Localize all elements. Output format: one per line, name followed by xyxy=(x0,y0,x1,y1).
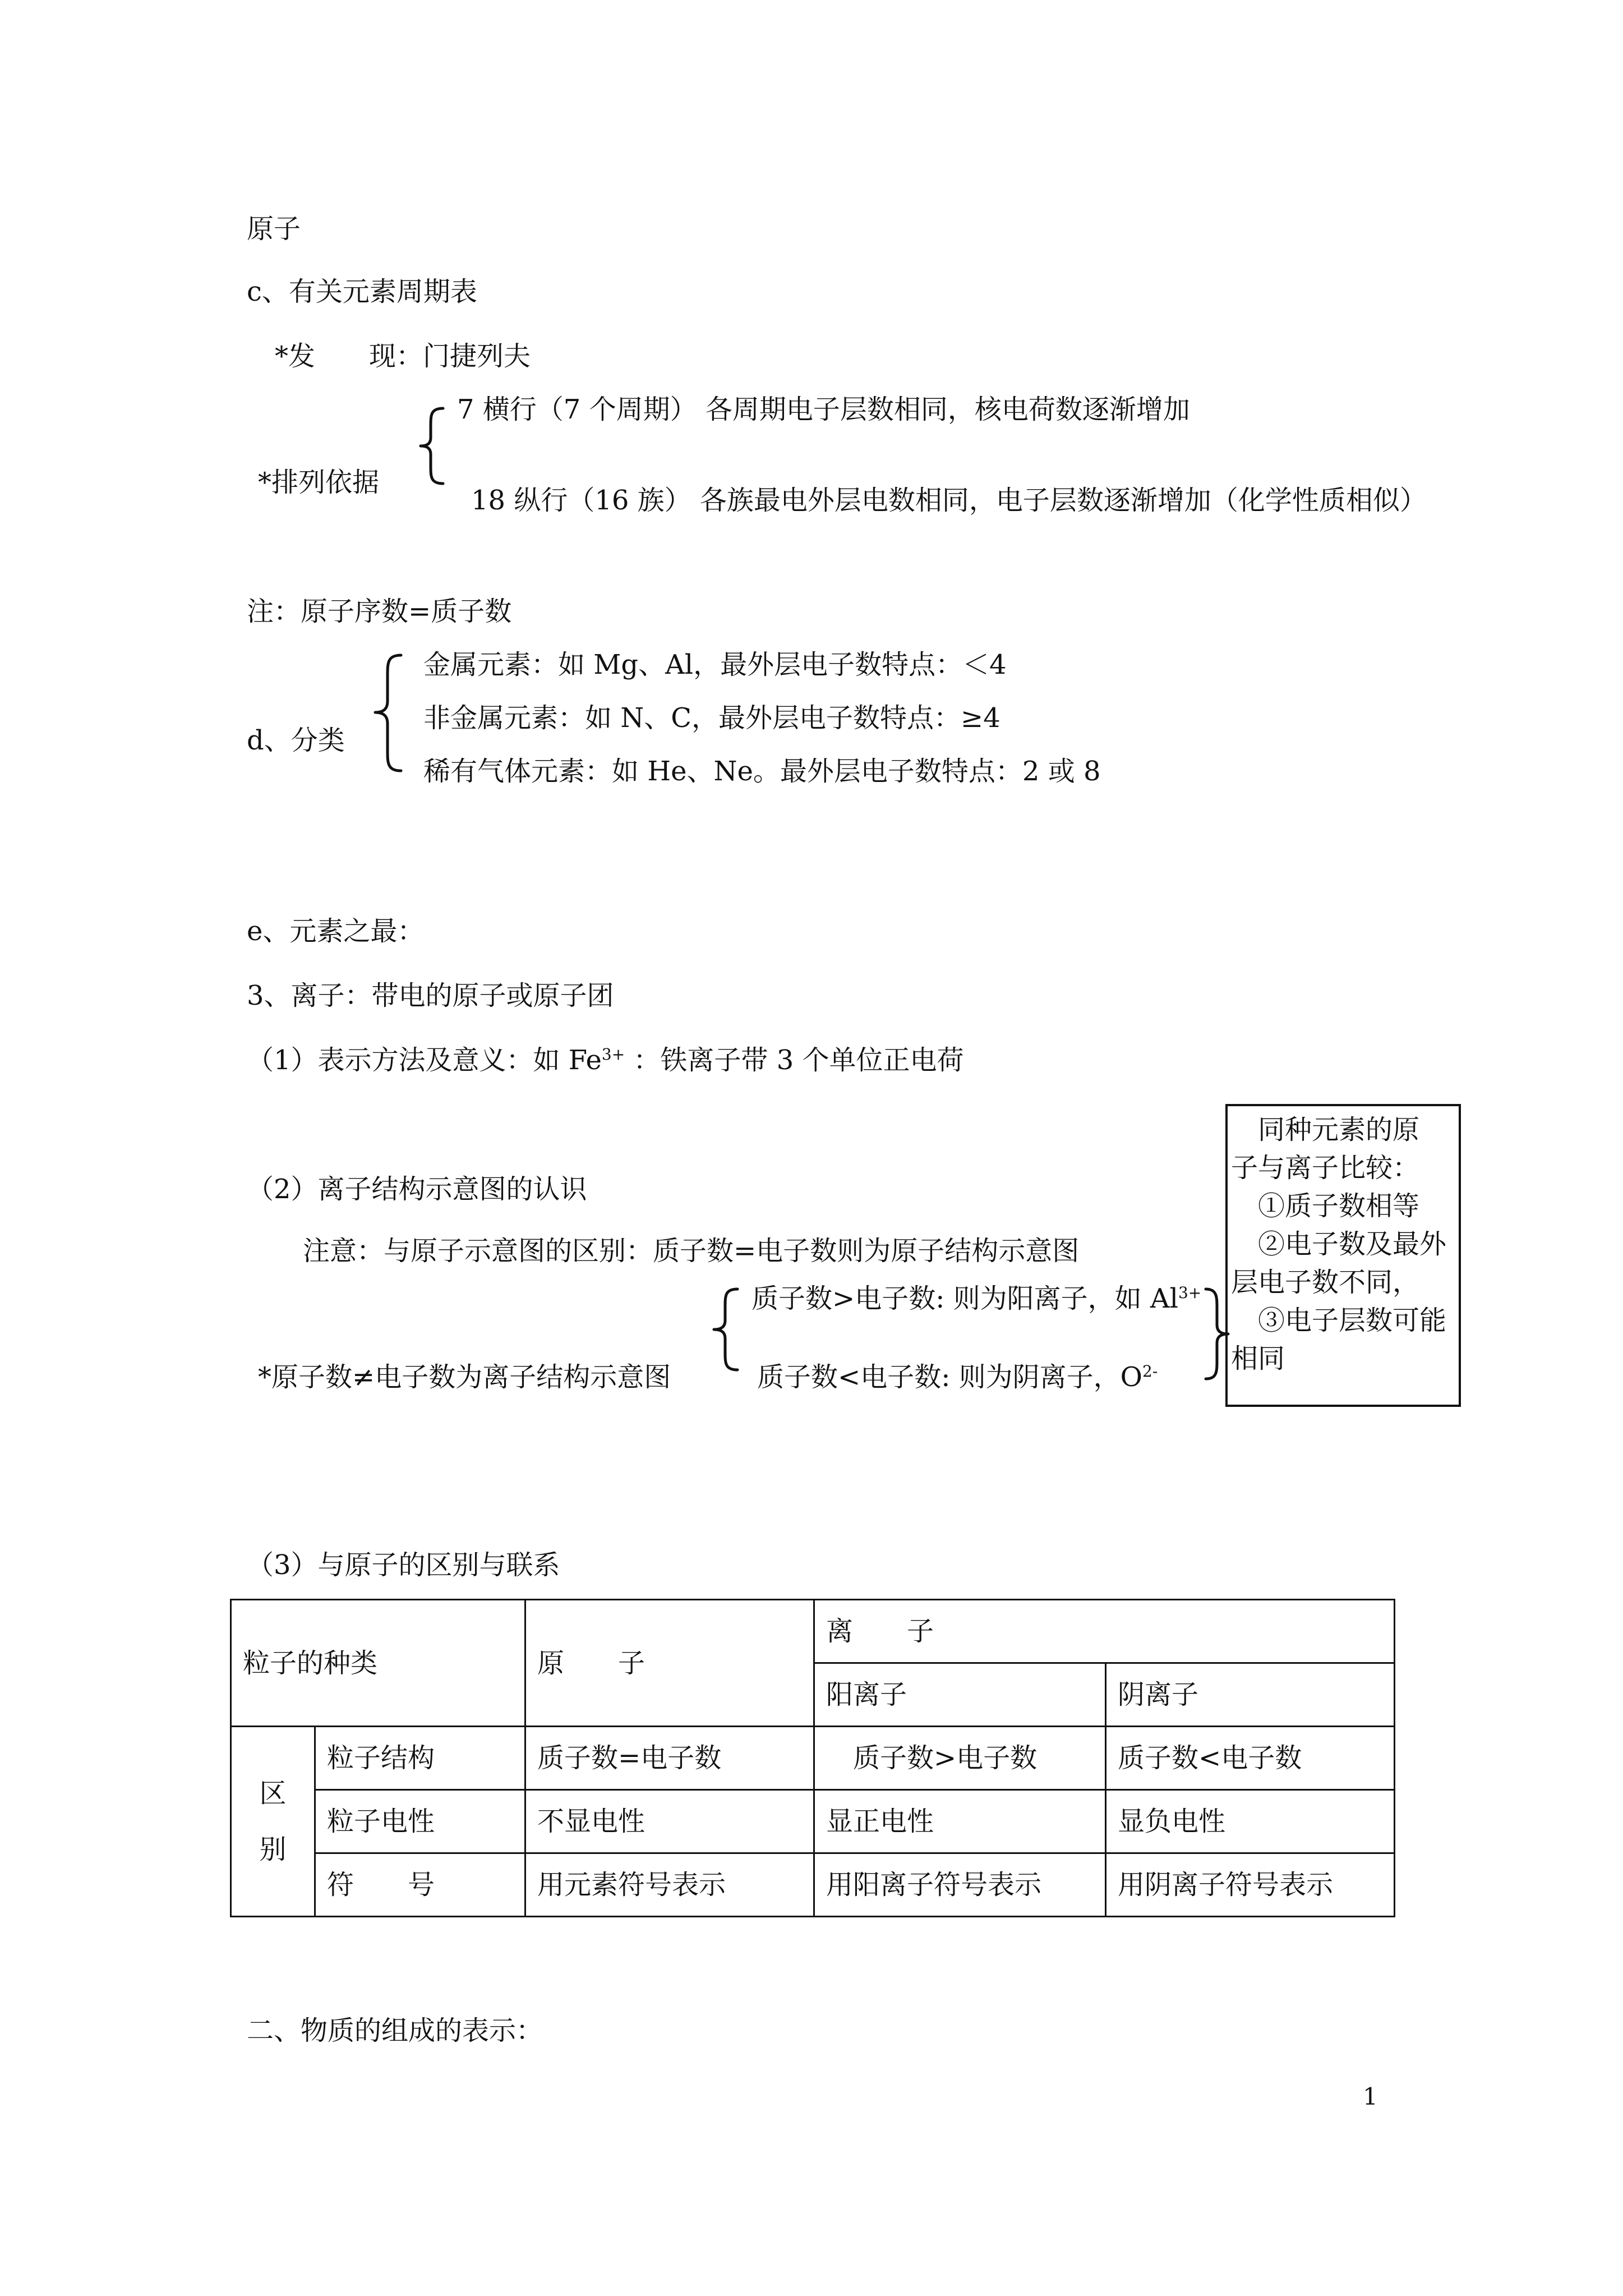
discovery-value: 门捷列夫 xyxy=(423,341,531,372)
noble-gas-line: 稀有气体元素：如 He、Ne。最外层电子数特点：2 或 8 xyxy=(423,756,1101,787)
difference-bottom: 别 xyxy=(259,1834,287,1865)
atom-heading: 原子 xyxy=(247,213,301,245)
section-two-heading: 二、物质的组成的表示： xyxy=(247,2015,543,2046)
ion-representation-line xyxy=(247,1043,964,1077)
atom-cell: 质子数=电子数 xyxy=(525,1727,814,1790)
anion-cell: 用阴离子符号表示 xyxy=(1106,1853,1395,1917)
difference-top: 区 xyxy=(259,1778,287,1809)
ion-repr-suffix: ：铁离子带 3 个单位正电荷 xyxy=(625,1045,964,1076)
box-line: ②电子数及最外 xyxy=(1231,1228,1447,1260)
cation-cell: 质子数>电子数 xyxy=(814,1727,1106,1790)
cation-text: 质子数>电子数: 则为阳离子，如 Al xyxy=(751,1283,1178,1314)
cation-charge: 3+ xyxy=(1178,1283,1202,1302)
section-c-title: c、有关元素周期表 xyxy=(247,276,477,307)
table-header-row xyxy=(231,1600,1395,1663)
box-line: 子与离子比较： xyxy=(1231,1152,1420,1184)
anion-cell: 显负电性 xyxy=(1106,1790,1395,1853)
atom-cell: 不显电性 xyxy=(525,1790,814,1853)
ion-diagram-heading: （2）离子结构示意图的认识 xyxy=(247,1174,587,1205)
box-line: 相同 xyxy=(1231,1343,1285,1374)
cation-line xyxy=(751,1282,1201,1315)
table-row xyxy=(231,1727,1395,1790)
classification-brace xyxy=(362,651,407,777)
box-line: 同种元素的原 xyxy=(1231,1114,1420,1145)
ion-repr-prefix: （1）表示方法及意义：如 Fe xyxy=(247,1045,602,1076)
cation-cell: 显正电性 xyxy=(814,1790,1106,1853)
metal-line: 金属元素：如 Mg、Al，最外层电子数特点：＜4 xyxy=(423,649,1007,680)
ion-repr-charge: 3+ xyxy=(601,1045,625,1064)
page-number: 1 xyxy=(1363,2083,1378,2110)
row-label: 粒子结构 xyxy=(315,1727,525,1790)
header-atom: 原 子 xyxy=(525,1600,814,1727)
discovery-line xyxy=(275,339,531,373)
anion-text: 质子数<电子数: 则为阴离子，O xyxy=(757,1361,1143,1393)
table-row xyxy=(231,1790,1395,1853)
comparison-note-box xyxy=(1225,1104,1461,1407)
ion-rule-line: *原子数≠电子数为离子结构示意图 xyxy=(258,1361,671,1393)
section-d-label: d、分类 xyxy=(247,725,345,756)
rows-line: 7 横行（7 个周期） 各周期电子层数相同，核电荷数逐渐增加 xyxy=(457,394,1190,425)
attention-line: 注意：与原子示意图的区别：质子数=电子数则为原子结构示意图 xyxy=(303,1235,1080,1267)
anion-charge: 2- xyxy=(1142,1362,1158,1381)
header-cation: 阳离子 xyxy=(814,1663,1106,1727)
difference-cell xyxy=(231,1727,315,1917)
arrangement-label: *排列依据 xyxy=(258,467,380,498)
header-particle-kind: 粒子的种类 xyxy=(231,1600,525,1727)
box-line: ③电子层数可能 xyxy=(1231,1305,1447,1336)
header-ion: 离 子 xyxy=(814,1600,1395,1663)
cation-cell: 用阳离子符号表示 xyxy=(814,1853,1106,1917)
row-label: 符 号 xyxy=(315,1853,525,1917)
atomic-number-note: 注：原子序数=质子数 xyxy=(247,596,512,627)
box-line: ①质子数相等 xyxy=(1231,1190,1420,1222)
relation-heading: （3）与原子的区别与联系 xyxy=(247,1549,560,1581)
box-line: 层电子数不同， xyxy=(1231,1267,1420,1298)
anion-cell: 质子数<电子数 xyxy=(1106,1727,1395,1790)
discovery-label: *发 现： xyxy=(275,341,423,372)
ion-definition: 3、离子：带电的原子或原子团 xyxy=(247,980,614,1011)
atom-cell: 用元素符号表示 xyxy=(525,1853,814,1917)
section-e-title: e、元素之最： xyxy=(247,915,425,947)
columns-line: 18 纵行（16 族） 各族最电外层电数相同，电子层数逐渐增加（化学性质相似） xyxy=(471,485,1427,516)
row-label: 粒子电性 xyxy=(315,1790,525,1853)
nonmetal-line: 非金属元素：如 N、C，最外层电子数特点：≥4 xyxy=(423,702,1000,734)
arrangement-brace xyxy=(415,404,449,488)
table-row xyxy=(231,1853,1395,1917)
header-anion: 阴离子 xyxy=(1106,1663,1395,1727)
particle-comparison-table xyxy=(230,1599,1395,1917)
anion-line xyxy=(757,1360,1158,1394)
ion-rule-left-brace xyxy=(704,1285,743,1374)
